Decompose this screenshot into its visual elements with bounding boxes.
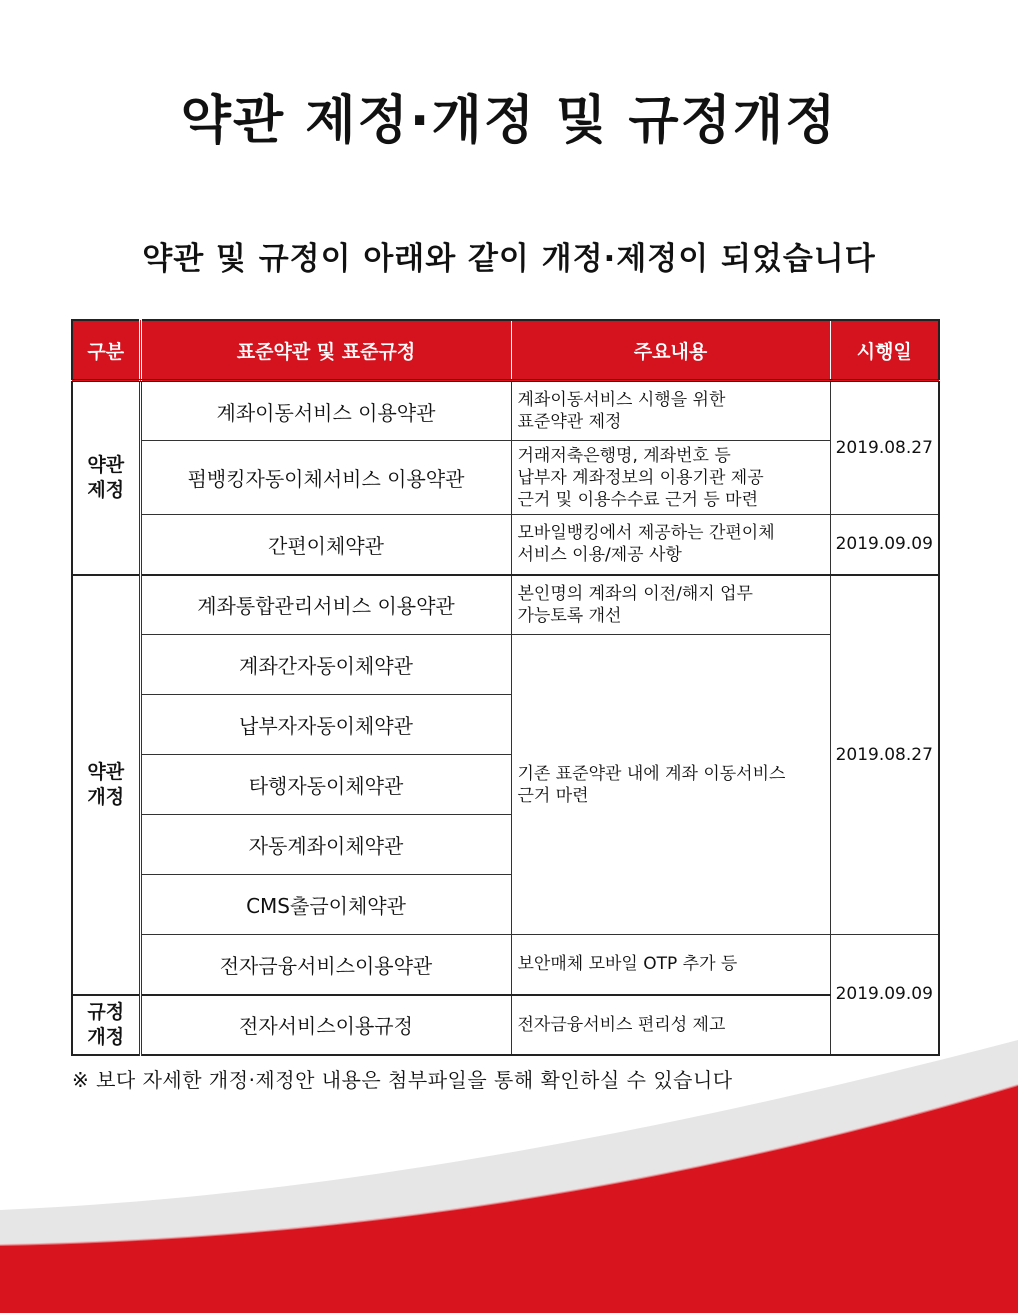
content-cell: 전자금융서비스 편리성 제고 [511,995,830,1055]
header-effective-date: 시행일 [830,320,939,381]
content-cell: 보안매체 모바일 OTP 추가 등 [511,935,830,995]
header-category: 구분 [72,320,140,381]
terms-name: 계좌통합관리서비스 이용약관 [140,575,511,635]
terms-name: 계좌이동서비스 이용약관 [140,381,511,441]
effective-date: 2019.09.09 [830,515,939,575]
decorative-wave [0,1040,1018,1313]
category-establish: 약관 제정 [72,381,140,575]
content-cell: 계좌이동서비스 시행을 위한 표준약관 제정 [511,381,830,441]
footnote: ※ 보다 자세한 개정·제정안 내용은 첨부파일을 통해 확인하실 수 있습니다 [72,1068,733,1092]
table-header-row [72,320,939,381]
table-row [72,635,939,695]
amendment-table [71,319,940,1056]
table-row [72,935,939,995]
content-cell: 본인명의 계좌의 이전/해지 업무 가능토록 개선 [511,575,830,635]
effective-date: 2019.09.09 [830,935,939,1055]
terms-name: 계좌간자동이체약관 [140,635,511,695]
content-cell: 거래저축은행명, 계좌번호 등 납부자 계좌정보의 이용기관 제공 근거 및 이용수수료 근거 등 마련 [511,441,830,515]
terms-name: 간편이체약관 [140,515,511,575]
terms-name: 타행자동이체약관 [140,755,511,815]
table-row [72,381,939,441]
table-row [72,575,939,635]
terms-name: 펌뱅킹자동이체서비스 이용약관 [140,441,511,515]
terms-name: 자동계좌이체약관 [140,815,511,875]
page-title: 약관 제정·개정 및 규정개정 [180,91,838,151]
content-cell: 기존 표준약관 내에 계좌 이동서비스 근거 마련 [511,635,830,935]
header-terms: 표준약관 및 표준규정 [140,320,511,381]
effective-date: 2019.08.27 [830,575,939,935]
terms-name: 납부자자동이체약관 [140,695,511,755]
terms-name: 전자서비스이용규정 [140,995,511,1055]
terms-name: CMS출금이체약관 [140,875,511,935]
terms-name: 전자금융서비스이용약관 [140,935,511,995]
category-regulation: 규정 개정 [72,995,140,1055]
header-content: 주요내용 [511,320,830,381]
page-subtitle: 약관 및 규정이 아래와 같이 개정·제정이 되었습니다 [142,241,876,277]
table-row [72,515,939,575]
content-cell: 모바일뱅킹에서 제공하는 간편이체 서비스 이용/제공 사항 [511,515,830,575]
category-amend: 약관 개정 [72,575,140,995]
effective-date: 2019.08.27 [830,381,939,515]
table-row [72,441,939,515]
